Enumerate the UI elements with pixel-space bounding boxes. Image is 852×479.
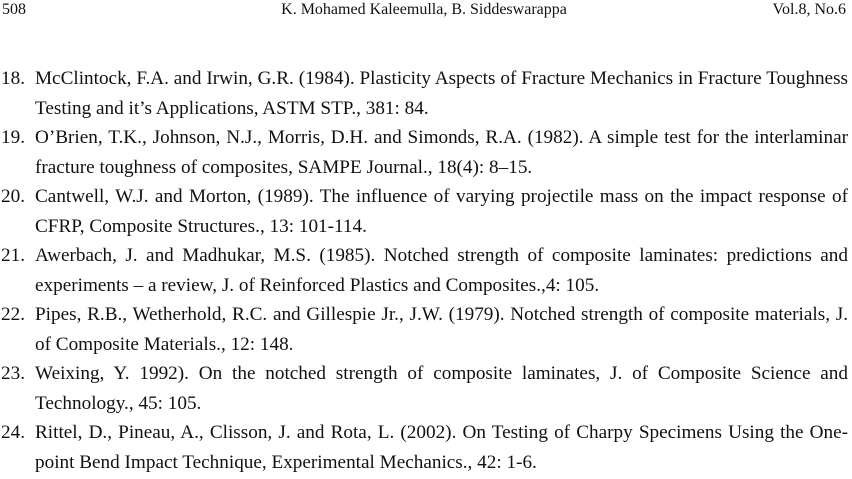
reference-number: 21. xyxy=(1,245,25,266)
reference-item xyxy=(0,182,850,241)
reference-text: O’Brien, T.K., Johnson, N.J., Morris, D.H. and Simonds, R.A. (1982). A simple test for the interlaminar fracture toughness of composites, SAMPE Journal., 18(4): 8–15. xyxy=(35,127,848,178)
reference-text: Cantwell, W.J. and Morton, (1989). The influence of varying projectile mass on the impact response of CFRP, Composite Structures., 13: 101-114. xyxy=(35,186,848,237)
reference-number: 19. xyxy=(1,127,25,148)
reference-text: McClintock, F.A. and Irwin, G.R. (1984). Plasticity Aspects of Fracture Mechanics in Fracture Toughness Testing and it’s Applications, ASTM STP., 381: 84. xyxy=(35,68,848,119)
reference-text: Rittel, D., Pineau, A., Clisson, J. and Rota, L. (2002). On Testing of Charpy Specimens Using the One-point Bend Impact Technique, Experimental Mechanics., 42: 1-6. xyxy=(35,422,848,473)
reference-item xyxy=(0,359,850,418)
reference-item xyxy=(0,300,850,359)
reference-item xyxy=(0,64,850,123)
reference-item xyxy=(0,241,850,300)
reference-text: Pipes, R.B., Wetherhold, R.C. and Gillespie Jr., J.W. (1979). Notched strength of composite materials, J. of Composite Materials., 12: 148. xyxy=(35,304,848,355)
running-header xyxy=(2,0,846,24)
running-authors: K. Mohamed Kaleemulla, B. Siddeswarappa xyxy=(281,1,567,18)
reference-list xyxy=(0,64,850,477)
reference-text: Weixing, Y. 1992). On the notched strength of composite laminates, J. of Composite Science and Technology., 45: 105. xyxy=(35,363,848,414)
reference-number: 22. xyxy=(1,304,25,325)
reference-item xyxy=(0,418,850,477)
volume-issue: Vol.8, No.6 xyxy=(772,1,846,18)
reference-number: 23. xyxy=(1,363,25,384)
reference-number: 20. xyxy=(1,186,25,207)
reference-number: 24. xyxy=(1,422,25,443)
page-number: 508 xyxy=(2,1,26,18)
reference-number: 18. xyxy=(1,68,25,89)
reference-item xyxy=(0,123,850,182)
reference-text: Awerbach, J. and Madhukar, M.S. (1985). Notched strength of composite laminates: predictions and experiments – a review, J. of Reinforced Plastics and Composites.,4: 105. xyxy=(35,245,848,296)
